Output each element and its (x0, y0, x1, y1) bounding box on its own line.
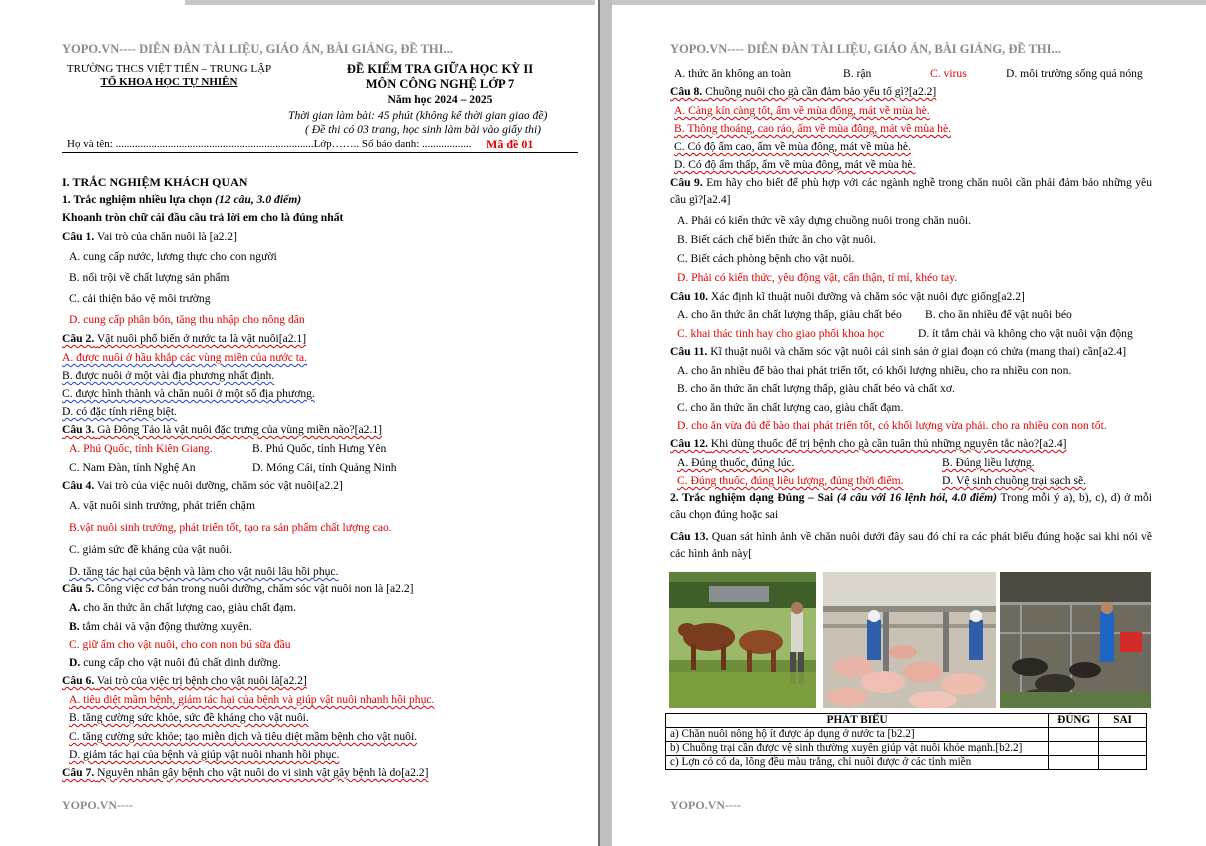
part1-heading: 1. Trắc nghiệm nhiều lựa chọn (12 câu, 3.0 điểm) (62, 193, 302, 206)
q11-option-c: C. cho ăn thức ăn chất lượng cao, giàu chất đạm. (677, 401, 904, 414)
question-4: Câu 4. Vai trò của việc nuôi dưỡng, chăm sóc vật nuôi[a2.2] (62, 479, 343, 492)
q4-option-d: D. tăng tác hại của bệnh và làm cho vật nuôi lâu hồi phục. (69, 565, 339, 578)
true-cell[interactable] (1049, 741, 1099, 755)
q10-option-a: A. cho ăn thức ăn chất lượng thấp, giàu chất béo (677, 308, 902, 321)
q4-option-b-answer: B.vật nuôi sinh trưởng, phát triển tốt, tạo ra sản phẩm chất lượng cao. (69, 521, 392, 534)
q3-option-b: B. Phú Quốc, tỉnh Hưng Yên (252, 442, 387, 455)
q5-option-d: D. cung cấp cho vật nuôi đủ chất dinh dưỡng. (69, 656, 281, 669)
pig-pen-photo (1000, 572, 1151, 708)
document-page-left (0, 0, 598, 846)
q1-option-a: A. cung cấp nước, lương thực cho con người (69, 250, 277, 263)
q7-option-d: D. môi trường sống quá nóng (1006, 67, 1143, 80)
q11-option-a: A. cho ăn nhiều để bào thai phát triển tốt, có khối lượng nhiều, cho ra nhiều con non. (677, 364, 1072, 377)
site-header: YOPO.VN---- DIỄN ĐÀN TÀI LIỆU, GIÁO ÁN, BÀI GIẢNG, ĐỀ THI... (670, 42, 1061, 56)
statement-b: b) Chuồng trại cần được vệ sinh thường xuyên giúp vật nuôi khỏe mạnh.[b2.2] (666, 741, 1049, 755)
q4-option-a: A. vật nuôi sinh trưởng, phát triển chậm (69, 499, 255, 512)
q8-option-b-answer: B. Thông thoáng, cao ráo, ấm về mùa đông, mát về mùa hè. (674, 122, 951, 135)
q2-option-c: C. được hình thành và chăn nuôi ở một số địa phương. (62, 387, 315, 400)
cattle-farming-photo (669, 572, 816, 708)
q7-option-c-answer: C. virus (930, 67, 967, 80)
q9-option-d-answer: D. Phải có kiến thức, yêu động vật, cẩn thận, tỉ mỉ, khéo tay. (677, 271, 958, 284)
true-cell[interactable] (1049, 755, 1099, 769)
question-11: Câu 11. Kĩ thuật nuôi và chăm sóc vật nuôi cái sinh sản ở giai đoạn có chửa (mang thai) cần[a2.4] (670, 345, 1127, 358)
statement-c: c) Lợn có có da, lông đều màu trắng, chỉ nuôi được ở các tỉnh miền (666, 755, 1049, 769)
q9-option-a: A. Phải có kiến thức về xây dựng chuồng nuôi trong chăn nuôi. (677, 214, 971, 227)
question-13: Câu 13. Quan sát hình ảnh về chăn nuôi dưới đây sau đó chỉ ra các phát biểu đúng hoặc sai khi nói về các hình ảnh này[ (670, 530, 1152, 560)
question-3: Câu 3. Gà Đông Tảo là vật nuôi đặc trưng của vùng miền nào?[a2.1] (62, 423, 382, 436)
question-12: Câu 12. Khi dùng thuốc để trị bệnh cho gà cần tuân thủ những nguyên tắc nào?[a2.4] (670, 437, 1067, 450)
q6-option-a-answer: A. tiêu diệt mầm bệnh, giảm tác hại của bệnh và giúp vật nuôi nhanh hồi phục. (69, 693, 435, 706)
header-statement: PHÁT BIỂU (666, 714, 1049, 728)
document-page-right (612, 0, 1206, 846)
q12-option-a: A. Đúng thuốc, đúng lúc. (677, 456, 795, 469)
q9-option-b: B. Biết cách chế biến thức ăn cho vật nuôi. (677, 233, 877, 246)
q11-option-b: B. cho ăn thức ăn chất lượng thấp, giàu chất béo và chất xơ. (677, 382, 955, 395)
question-5: Câu 5. Công việc cơ bản trong nuôi dưỡng, chăm sóc vật nuôi non là [a2.2] (62, 582, 414, 595)
student-info-line: Họ và tên: ........................................................................Lớp…….. Số báo danh: .................. (67, 138, 472, 150)
pages-note: ( Đề thi có 03 trang, học sinh làm bài vào giấy thi) (305, 123, 542, 136)
header-true: ĐÚNG (1049, 714, 1099, 728)
exam-title: ĐỀ KIỂM TRA GIỮA HỌC KỲ II (346, 62, 534, 76)
question-6: Câu 6. Vai trò của việc trị bệnh cho vật nuôi là[a2.2] (62, 674, 307, 687)
table-header-row (666, 714, 1147, 728)
table-row (666, 727, 1147, 741)
q6-option-b: B. tăng cường sức khỏe, sức đề kháng cho vật nuôi. (69, 711, 309, 724)
false-cell[interactable] (1099, 727, 1147, 741)
site-header: YOPO.VN---- DIỄN ĐÀN TÀI LIỆU, GIÁO ÁN, BÀI GIẢNG, ĐỀ THI... (62, 42, 453, 56)
q3-option-d: D. Móng Cái, tỉnh Quảng Ninh (252, 461, 397, 474)
q1-option-b: B. nổi trội về chất lượng sản phẩm (69, 271, 230, 284)
page-top-edge (185, 0, 595, 5)
q10-option-c-answer: C. khai thác tinh hay cho giao phối khoa học (677, 327, 885, 340)
false-cell[interactable] (1099, 741, 1147, 755)
statement-table (665, 713, 1147, 770)
q3-option-c: C. Nam Đàn, tỉnh Nghệ An (69, 461, 196, 474)
time-note: Thời gian làm bài: 45 phút (không kể thời gian giao đề) (288, 109, 548, 122)
header-false: SAI (1099, 714, 1147, 728)
false-cell[interactable] (1099, 755, 1147, 769)
q8-option-c: C. Có độ ẩm cao, ấm về mùa đông, mát về mùa hè. (674, 140, 911, 153)
question-2: Câu 2. Vật nuôi phổ biến ở nước ta là vật nuôi[a2.1] (62, 332, 307, 345)
q2-option-a-answer: A. được nuôi ở hầu khắp các vùng miền của nước ta. (62, 351, 308, 364)
q12-option-d: D. Vệ sinh chuồng trại sạch sẽ. (942, 474, 1087, 487)
header-divider (62, 152, 578, 153)
department-name: TỔ KHOA HỌC TỰ NHIÊN (100, 76, 238, 88)
pig-barn-photo (823, 572, 996, 708)
section-title: I. TRẮC NGHIỆM KHÁCH QUAN (62, 175, 248, 189)
question-10: Câu 10. Xác định kĩ thuật nuôi dưỡng và chăm sóc vật nuôi đực giống[a2.2] (670, 290, 1025, 303)
q9-option-c: C. Biết cách phòng bệnh cho vật nuôi. (677, 252, 855, 265)
subject-title: MÔN CÔNG NGHỆ LỚP 7 (365, 77, 515, 91)
true-cell[interactable] (1049, 727, 1099, 741)
instruction: Khoanh tròn chữ cái đầu câu trả lời em cho là đúng nhất (62, 211, 344, 224)
q5-option-a: A. cho ăn thức ăn chất lượng cao, giàu chất đạm. (69, 601, 297, 614)
table-row (666, 741, 1147, 755)
q1-option-c: C. cải thiện bảo vệ môi trường (69, 292, 211, 305)
question-8: Câu 8. Chuồng nuôi cho gà cần đảm bảo yếu tố gì?[a2.2] (670, 85, 937, 98)
q2-option-b: B. được nuôi ở một vài địa phương nhất định. (62, 369, 275, 382)
q6-option-d: D. giảm tác hại của bệnh và giúp vật nuôi nhanh hồi phục. (69, 748, 340, 761)
question-1: Câu 1. Vai trò của chăn nuôi là [a2.2] (62, 230, 237, 243)
q6-option-c: C. tăng cường sức khỏe; tạo miễn dịch và tiêu diệt mầm bệnh cho vật nuôi. (69, 730, 418, 743)
page-top-edge (612, 0, 1206, 5)
page-footer: YOPO.VN---- (670, 798, 741, 812)
page-footer: YOPO.VN---- (62, 798, 133, 812)
q10-option-b: B. cho ăn nhiều để vật nuôi béo (925, 308, 1072, 321)
q11-option-d-answer: D. cho ăn vừa đủ để bào thai phát triển tốt, có khối lượng vừa phải. cho ra nhiều con non tốt. (677, 419, 1107, 432)
scrollbar-thumb[interactable] (600, 0, 612, 846)
q12-option-b: B. Đúng liều lượng. (942, 456, 1035, 469)
school-year: Năm học 2024 – 2025 (387, 93, 493, 106)
q8-option-a: A. Càng kín càng tốt, ấm về mùa đông, mát về mùa hè. (674, 104, 930, 117)
q12-option-c-answer: C. Đúng thuốc, đúng liều lượng, đúng thời điểm. (677, 474, 904, 487)
q7-option-a: A. thức ăn không an toàn (674, 67, 792, 80)
q8-option-d: D. Có độ ẩm thấp, ấm về mùa đông, mát về mùa hè. (674, 158, 916, 171)
q10-option-d: D. ít tắm chải và không cho vật nuôi vận động (918, 327, 1133, 340)
statement-a: a) Chăn nuôi nông hộ ít được áp dụng ở nước ta [b2.2] (666, 727, 1049, 741)
question-9: Câu 9. Em hãy cho biết để phù hợp với các ngành nghề trong chăn nuôi cần phải đảm bảo những yêu cầu gì?[a2.4] (670, 176, 1153, 206)
q7-option-b: B. rận (843, 67, 872, 80)
table-row (666, 755, 1147, 769)
question-7: Câu 7. Nguyên nhân gây bệnh cho vật nuôi do vi sinh vật gây bệnh là do[a2.2] (62, 766, 429, 779)
part2-heading: 2. Trắc nghiệm dạng Đúng – Sai (4 câu với 16 lệnh hỏi, 4.0 điểm) Trong mỗi ý a), b), c), d) ở mỗi câu chọn đúng hoặc sai (670, 491, 1152, 521)
q4-option-c: C. giảm sức đề kháng của vật nuôi. (69, 543, 233, 556)
q2-option-d: D. có đặc tính riêng biệt. (62, 405, 177, 418)
q5-option-b: B. tắm chải và vận động thường xuyên. (69, 620, 252, 633)
q1-option-d-answer: D. cung cấp phân bón, tăng thu nhập cho nông dân (69, 313, 305, 326)
q5-option-c-answer: C. giữ ấm cho vật nuôi, cho con non bú sữa đầu (69, 638, 291, 651)
school-name: TRƯỜNG THCS VIỆT TIẾN – TRUNG LẬP (66, 63, 272, 75)
q3-option-a-answer: A. Phú Quốc, tỉnh Kiên Giang. (69, 442, 213, 455)
exam-code: Mã đề 01 (486, 137, 534, 151)
